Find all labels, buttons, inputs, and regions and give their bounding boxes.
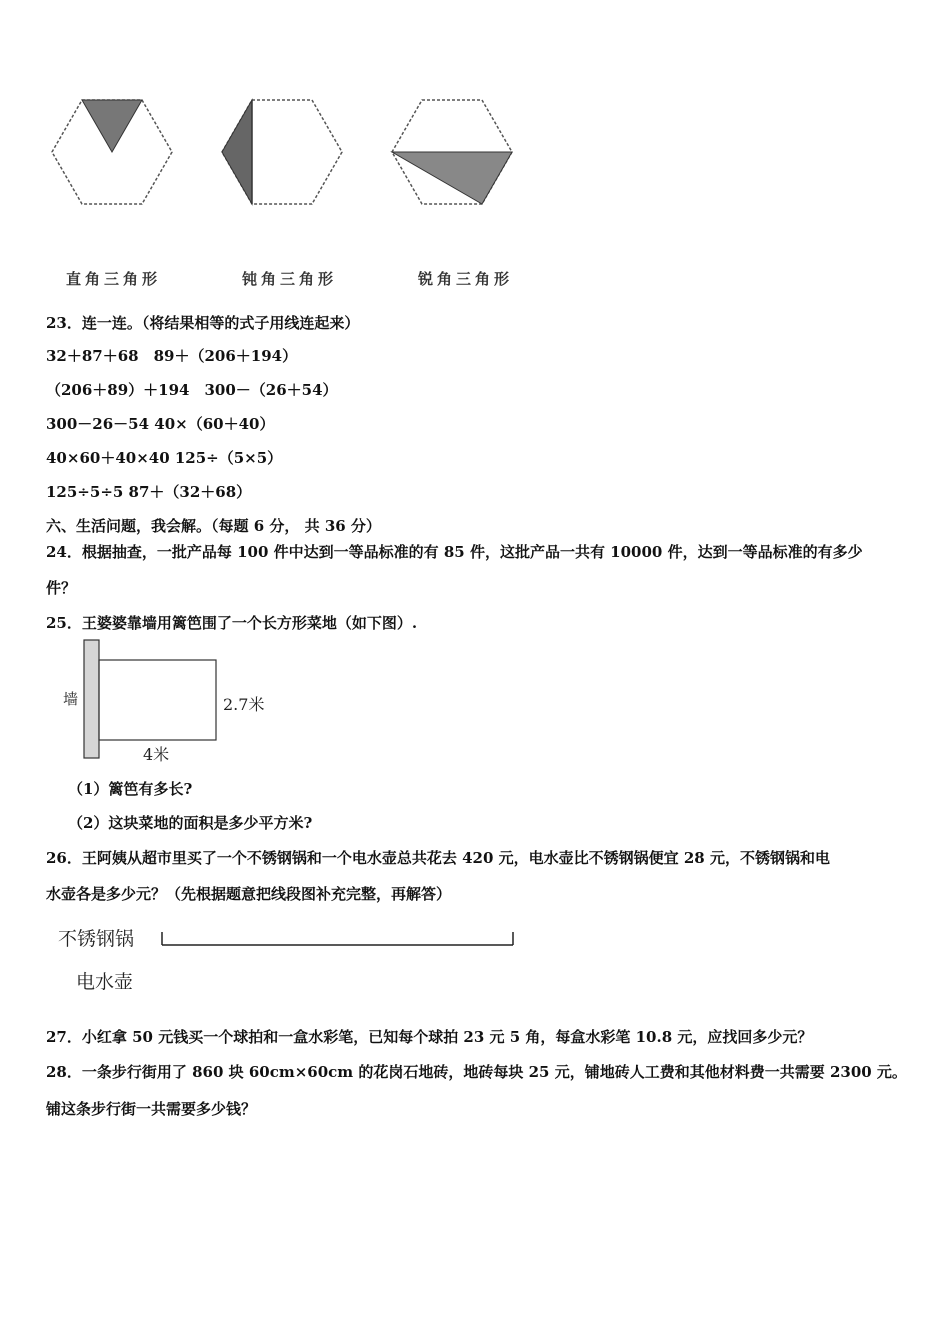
q26-line-2: 水壶各是多少元？（先根据题意把线段图补充完整，再解答）	[46, 885, 452, 903]
hexagon-acute-triangle-figure	[390, 92, 515, 210]
garden-rectangle	[99, 660, 216, 740]
kettle-label: 电水壶	[76, 971, 134, 993]
q25-sub-2: （2）这块菜地的面积是多少平方米?	[68, 814, 313, 832]
q23-title: 23．连一连。（将结果相等的式子用线连起来）	[46, 314, 360, 332]
width-label: 4米	[143, 745, 170, 764]
q23-row-2: （206＋89）＋194 300－（26＋54）	[46, 381, 338, 399]
q27-text: 27．小红拿 50 元钱买一个球拍和一盒水彩笔，已知每个球拍 23 元 5 角，每盒水彩笔 10.8 元，应找回多少元？	[46, 1028, 813, 1046]
height-label: 2.7米	[223, 695, 265, 714]
caption-right-triangle: 直角三角形	[66, 270, 162, 288]
q24-line-1: 24．根据抽查，一批产品每 100 件中达到一等品标准的有 85 件，这批产品一共有 10000 件，达到一等品标准的有多少	[46, 543, 863, 561]
q28-line-1: 28．一条步行街用了 860 块 60cm×60cm 的花岗石地砖，地砖每块 25 元，铺地砖人工费和其他材料费一共需要 2300 元。	[46, 1063, 907, 1081]
q25-sub-1: （1）篱笆有多长?	[68, 780, 193, 798]
q23-row-1: 32＋87＋68 89＋（206＋194）	[46, 347, 298, 365]
q28-line-2: 铺这条步行街一共需要多少钱？	[46, 1100, 257, 1118]
wall-shape	[84, 640, 99, 758]
garden-diagram	[55, 636, 285, 768]
q25-title: 25．王婆婆靠墙用篱笆围了一个长方形菜地（如下图）.	[46, 614, 418, 632]
caption-obtuse-triangle: 钝角三角形	[242, 270, 338, 288]
q23-row-4: 40×60＋40×40 125÷（5×5）	[46, 449, 283, 467]
hexagon-obtuse-triangle-figure	[220, 92, 345, 210]
q26-line-1: 26．王阿姨从超市里买了一个不锈钢锅和一个电水壶总共花去 420 元，电水壶比不锈钢锅便宜 28 元，不锈钢锅和电	[46, 849, 830, 867]
caption-acute-triangle: 锐角三角形	[418, 270, 514, 288]
pot-label: 不锈钢锅	[58, 928, 135, 950]
q23-row-3: 300－26－54 40×（60＋40）	[46, 415, 275, 433]
q24-line-2: 件？	[46, 579, 77, 597]
q23-row-5: 125÷5÷5 87＋（32＋68）	[46, 483, 252, 501]
wall-label: 墙	[63, 690, 79, 708]
hexagon-right-triangle-figure	[50, 92, 175, 210]
segment-diagram	[50, 918, 530, 1000]
section-6-title: 六、生活问题，我会解。（每题 6 分， 共 36 分）	[46, 517, 381, 535]
